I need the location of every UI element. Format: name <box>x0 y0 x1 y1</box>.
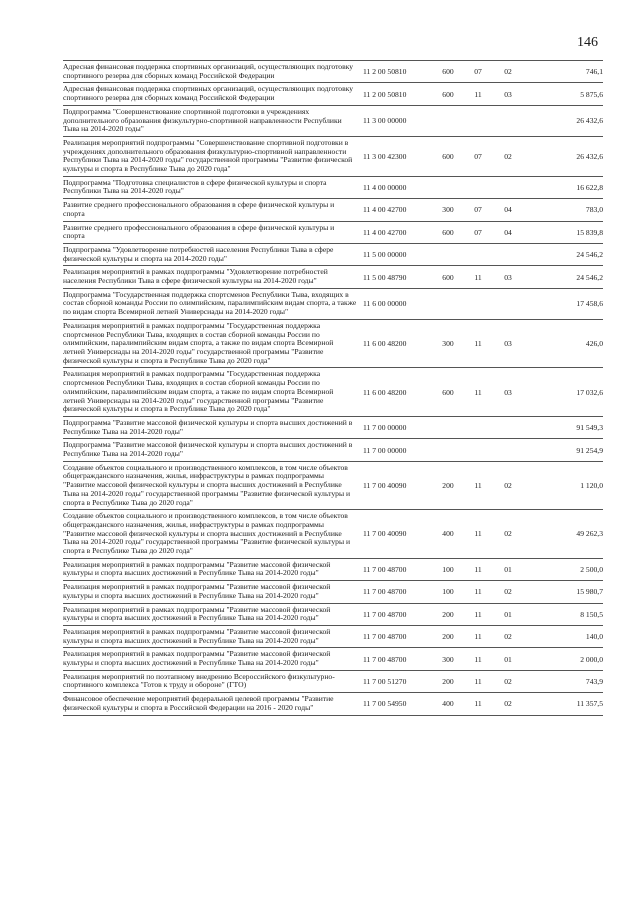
row-vr-cell: 200 <box>442 480 454 490</box>
row-name-cell: Подпрограмма "Удовлетворение потребностей населения Республики Тыва в сфере физической культуры и спорта на 2014-2020 годы" <box>63 244 334 263</box>
row-sum-cell: 17 032,6 <box>576 387 603 397</box>
table-row <box>63 648 603 670</box>
row-pr-cell: 03 <box>504 387 512 397</box>
row-code-cell: 11 6 00 00000 <box>363 299 407 309</box>
row-rz-cell: 11 <box>474 676 482 686</box>
row-sum-cell: 2 500,0 <box>580 564 603 574</box>
row-code-cell: 11 7 00 00000 <box>363 445 407 455</box>
row-vr-cell: 300 <box>442 205 454 215</box>
table-row <box>63 417 603 439</box>
row-rz-cell: 11 <box>474 480 482 490</box>
row-vr-cell: 600 <box>442 272 454 282</box>
row-pr-cell: 02 <box>504 676 512 686</box>
row-sum-cell: 17 458,6 <box>576 299 603 309</box>
row-code-cell: 11 2 00 50810 <box>363 89 407 99</box>
row-code-cell: 11 4 00 42700 <box>363 205 407 215</box>
row-pr-cell: 04 <box>504 227 512 237</box>
row-name-cell: Финансовое обеспечение мероприятий федеральной целевой программы "Развитие физической культуры и спорта в Российской Федерации на 2016 - 2020 годы" <box>63 694 334 712</box>
row-pr-cell: 02 <box>504 529 512 539</box>
row-name-cell: Адресная финансовая поддержка спортивных организаций, осуществляющих подготовку спортивного резерва для сборных команд Российской Федерации <box>63 62 354 80</box>
table-row <box>63 693 603 715</box>
row-sum-cell: 24 546,2 <box>576 272 603 282</box>
table-row <box>63 289 603 320</box>
row-code-cell: 11 3 00 00000 <box>363 116 407 126</box>
row-name-cell: Создание объектов социального и производственного комплексов, в том числе объектов общегражданского назначения, жилья, инфраструктуры в рамках подпрограммы "Развитие массовой физической культуры и спорта высших достижений в Республике Тыва на 2014-2020 годы" государственной программы "Развитие физической культуры и спорта в Республике Тыва до 2020 года" <box>63 511 351 556</box>
row-sum-cell: 15 980,7 <box>576 587 603 597</box>
table-row <box>63 222 603 244</box>
row-sum-cell: 11 357,5 <box>576 699 603 709</box>
row-sum-cell: 743,9 <box>585 676 603 686</box>
row-pr-cell: 04 <box>504 205 512 215</box>
row-name-cell: Адресная финансовая поддержка спортивных организаций, осуществляющих подготовку спортивного резерва для сборных команд Российской Федерации <box>63 84 354 103</box>
row-name-cell: Реализация мероприятий в рамках подпрограммы "Развитие массовой физической культуры и спорта высших достижений в Республике Тыва на 2014-2020 годы" <box>63 582 331 600</box>
row-code-cell: 11 4 00 42700 <box>363 227 407 237</box>
row-name-cell: Реализация мероприятий в рамках подпрограммы "Государственная поддержка спортсменов Республики Тыва, входящих в состав сборной команды России по олимпийским, паралимпийским видам спорта, а также по видам спорта Всемирной летней Универсиады на 2014-2020 годы" государственной программы "Развитие физической культуры и спорта в Республике Тыва до 2020 года" <box>63 320 334 365</box>
row-rz-cell: 07 <box>474 67 482 77</box>
row-sum-cell: 140,0 <box>585 632 603 642</box>
row-rz-cell: 11 <box>474 89 482 99</box>
row-name-cell: Реализация мероприятий в рамках подпрограммы "Развитие массовой физической культуры и спорта высших достижений в Республике Тыва на 2014-2020 годы" <box>63 626 331 645</box>
row-code-cell: 11 6 00 48200 <box>363 387 407 397</box>
table-row <box>63 106 603 137</box>
table-row <box>63 510 603 559</box>
row-sum-cell: 91 549,3 <box>576 423 603 433</box>
row-rz-cell: 11 <box>474 272 482 282</box>
table-row <box>63 266 603 288</box>
row-name-cell: Развитие среднего профессионального образования в сфере физической культуры и спорта <box>63 200 335 218</box>
row-name-cell: Развитие среднего профессионального образования в сфере физической культуры и спорта <box>63 222 335 241</box>
row-code-cell: 11 5 00 00000 <box>363 250 407 260</box>
row-rz-cell: 11 <box>474 654 482 664</box>
row-vr-cell: 400 <box>442 529 454 539</box>
row-rz-cell: 07 <box>474 151 482 161</box>
row-pr-cell: 03 <box>504 89 512 99</box>
row-pr-cell: 03 <box>504 272 512 282</box>
row-pr-cell: 02 <box>504 480 512 490</box>
row-name-cell: Подпрограмма "Совершенствование спортивной подготовки в учреждениях дополнительного образования физкультурно-спортивной направленности Республики Тыва на 2014-2020 годы" <box>63 106 342 134</box>
table-row <box>63 61 603 83</box>
row-name-cell: Подпрограмма "Государственная поддержка спортсменов Республики Тыва, входящих в состав сборной команды России по олимпийским, паралимпийским видам спорта, а также по видам спорта Всемирной летней Универсиады на 2014-2020 годы" <box>63 289 357 317</box>
row-rz-cell: 11 <box>474 609 482 619</box>
row-pr-cell: 02 <box>504 632 512 642</box>
page-number: 146 <box>577 35 598 50</box>
table-row <box>63 462 603 511</box>
row-code-cell: 11 7 00 48700 <box>363 609 407 619</box>
table-row <box>63 626 603 648</box>
table-row <box>63 368 603 417</box>
row-vr-cell: 300 <box>442 654 454 664</box>
row-vr-cell: 600 <box>442 387 454 397</box>
table-row <box>63 244 603 266</box>
row-vr-cell: 100 <box>442 587 454 597</box>
row-rz-cell: 07 <box>474 205 482 215</box>
row-vr-cell: 600 <box>442 151 454 161</box>
table-row <box>63 439 603 461</box>
row-code-cell: 11 7 00 48700 <box>363 564 407 574</box>
row-sum-cell: 8 150,5 <box>580 609 603 619</box>
row-sum-cell: 26 432,6 <box>576 116 603 126</box>
row-pr-cell: 01 <box>504 609 512 619</box>
row-code-cell: 11 5 00 48790 <box>363 272 407 282</box>
row-sum-cell: 24 546,2 <box>576 250 603 260</box>
table-row <box>63 177 603 199</box>
row-sum-cell: 1 120,0 <box>580 480 603 490</box>
row-sum-cell: 16 622,8 <box>576 182 603 192</box>
row-name-cell: Подпрограмма "Развитие массовой физической культуры и спорта высших достижений в Республике Тыва на 2014-2020 годы" <box>63 440 353 459</box>
row-vr-cell: 200 <box>442 609 454 619</box>
row-pr-cell: 02 <box>504 587 512 597</box>
row-rz-cell: 11 <box>474 564 482 574</box>
row-pr-cell: 01 <box>504 564 512 574</box>
row-code-cell: 11 7 00 48700 <box>363 587 407 597</box>
row-sum-cell: 2 000,0 <box>580 654 603 664</box>
table-row <box>63 604 603 626</box>
row-vr-cell: 600 <box>442 227 454 237</box>
row-sum-cell: 26 432,6 <box>576 151 603 161</box>
row-pr-cell: 02 <box>504 151 512 161</box>
row-name-cell: Подпрограмма "Развитие массовой физической культуры и спорта высших достижений в Республике Тыва на 2014-2020 годы" <box>63 417 353 436</box>
table-row <box>63 83 603 105</box>
row-name-cell: Реализация мероприятий по поэтапному внедрению Всероссийского физкультурно-спортивного комплекса "Готов к труду и обороне" (ГТО) <box>63 671 335 690</box>
table-row <box>63 671 603 693</box>
row-sum-cell: 91 254,9 <box>576 445 603 455</box>
row-pr-cell: 02 <box>504 699 512 709</box>
row-vr-cell: 400 <box>442 699 454 709</box>
row-name-cell: Создание объектов социального и производственного комплексов, в том числе объектов общегражданского назначения, жилья, инфраструктуры в рамках подпрограммы "Развитие массовой физической культуры и спорта высших достижений в Республике Тыва на 2014-2020 годы" государственной программы "Развитие физической культуры и спорта в Республике Тыва до 2020 года" <box>63 462 351 507</box>
row-name-cell: Подпрограмма "Подготовка специалистов в сфере физической культуры и спорта Республики Тыва на 2014-2020 годы" <box>63 177 327 196</box>
row-code-cell: 11 3 00 42300 <box>363 151 407 161</box>
row-name-cell: Реализация мероприятий в рамках подпрограммы "Развитие массовой физической культуры и спорта высших достижений в Республике Тыва на 2014-2020 годы" <box>63 559 331 578</box>
budget-table <box>63 60 603 716</box>
table-row <box>63 137 603 177</box>
row-rz-cell: 11 <box>474 587 482 597</box>
row-code-cell: 11 7 00 48700 <box>363 654 407 664</box>
row-vr-cell: 600 <box>442 67 454 77</box>
row-vr-cell: 200 <box>442 676 454 686</box>
table-row <box>63 581 603 603</box>
row-code-cell: 11 7 00 00000 <box>363 423 407 433</box>
table-row <box>63 559 603 581</box>
row-sum-cell: 49 262,3 <box>576 529 603 539</box>
row-code-cell: 11 2 00 50810 <box>363 67 407 77</box>
row-code-cell: 11 7 00 48700 <box>363 632 407 642</box>
row-name-cell: Реализация мероприятий в рамках подпрограммы "Государственная поддержка спортсменов Республики Тыва, входящих в состав сборной команды России по олимпийским, паралимпийским видам спорта, а также по видам спорта Всемирной летней Универсиады на 2014-2020 годы" государственной программы "Развитие физической культуры и спорта в Республике Тыва до 2020 года" <box>63 369 334 414</box>
row-pr-cell: 02 <box>504 67 512 77</box>
row-vr-cell: 100 <box>442 564 454 574</box>
row-code-cell: 11 7 00 40090 <box>363 529 407 539</box>
row-rz-cell: 11 <box>474 339 482 349</box>
row-sum-cell: 426,0 <box>585 339 603 349</box>
row-pr-cell: 03 <box>504 339 512 349</box>
row-sum-cell: 15 839,8 <box>576 227 603 237</box>
row-rz-cell: 11 <box>474 387 482 397</box>
row-name-cell: Реализация мероприятий подпрограммы "Совершенствование спортивной подготовки в учреждениях дополнительного образования физкультурно-спортивной направленности Республики Тыва на 2014-2020 годы" государственной программы "Развитие физической культуры и спорта в Республике Тыва до 2020 года" <box>63 137 353 174</box>
table-row <box>63 199 603 221</box>
row-code-cell: 11 6 00 48200 <box>363 339 407 349</box>
row-code-cell: 11 7 00 54950 <box>363 699 407 709</box>
row-code-cell: 11 7 00 40090 <box>363 480 407 490</box>
row-name-cell: Реализация мероприятий в рамках подпрограммы "Удовлетворение потребностей населения Республики Тыва в сфере физической культуры на 2014-2020 годы" <box>63 267 328 286</box>
row-rz-cell: 11 <box>474 529 482 539</box>
row-vr-cell: 600 <box>442 89 454 99</box>
row-code-cell: 11 4 00 00000 <box>363 182 407 192</box>
row-vr-cell: 300 <box>442 339 454 349</box>
row-sum-cell: 5 875,6 <box>580 89 603 99</box>
row-sum-cell: 746,1 <box>585 67 603 77</box>
table-row <box>63 320 603 369</box>
row-name-cell: Реализация мероприятий в рамках подпрограммы "Развитие массовой физической культуры и спорта высших достижений в Республике Тыва на 2014-2020 годы" <box>63 604 331 623</box>
row-rz-cell: 11 <box>474 699 482 709</box>
row-code-cell: 11 7 00 51270 <box>363 676 407 686</box>
row-sum-cell: 783,0 <box>585 205 603 215</box>
row-name-cell: Реализация мероприятий в рамках подпрограммы "Развитие массовой физической культуры и спорта высших достижений в Республике Тыва на 2014-2020 годы" <box>63 649 331 668</box>
row-rz-cell: 11 <box>474 632 482 642</box>
row-rz-cell: 07 <box>474 227 482 237</box>
row-pr-cell: 01 <box>504 654 512 664</box>
row-vr-cell: 200 <box>442 632 454 642</box>
